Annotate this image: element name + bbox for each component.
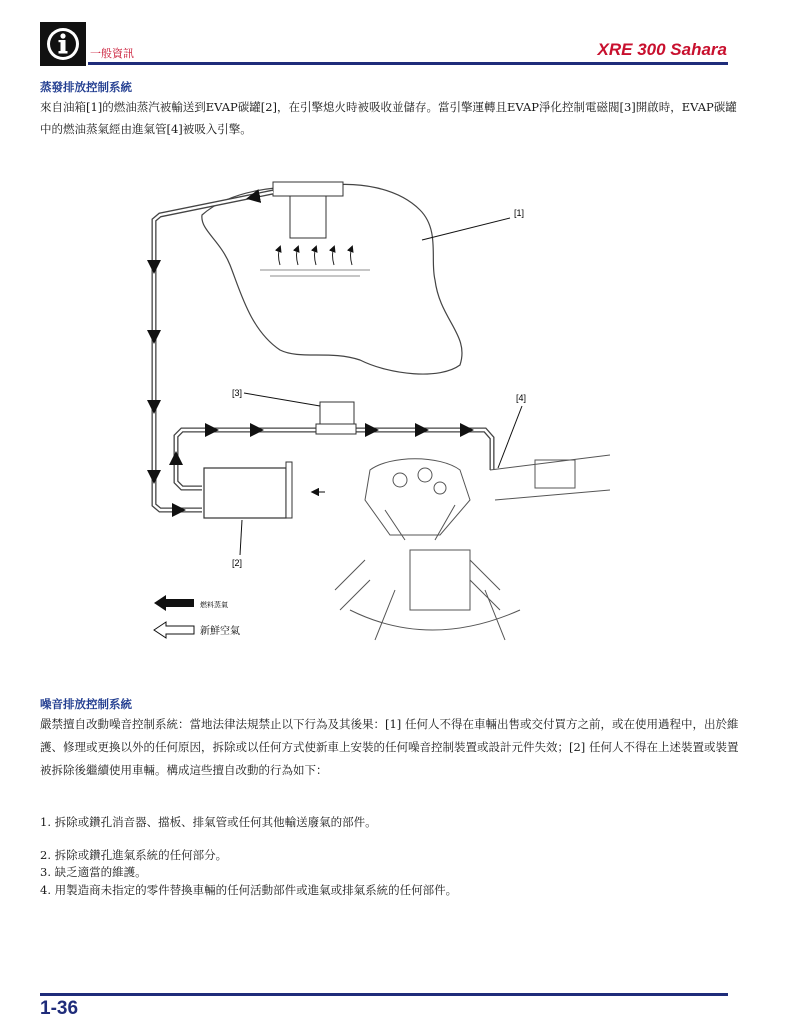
list-item: 2. 拆除或鑽孔進氣系統的任何部分。 xyxy=(40,848,228,862)
svg-text:[1]: [1] xyxy=(514,208,525,218)
svg-text:[3]: [3] xyxy=(232,388,243,398)
evap-system-diagram xyxy=(140,170,610,664)
svg-text:[4]: [4] xyxy=(516,393,527,403)
evap-canister-drawing xyxy=(204,462,325,518)
info-icon xyxy=(40,22,86,66)
callout-1 xyxy=(422,208,524,240)
model-title: XRE 300 Sahara xyxy=(597,40,727,59)
fuel-tank-drawing xyxy=(202,182,462,374)
svg-text:[2]: [2] xyxy=(232,558,243,568)
section-label: 一般資訊 xyxy=(90,47,134,60)
legend-fresh-air xyxy=(154,622,240,638)
evap-paragraph: 來自油箱[1]的燃油蒸汽被輸送到EVAP碳罐[2]，在引擎熄火時被吸收並儲存。當引擎運轉且EVAP淨化控制電磁閥[3]開啟時，EVAP碳罐中的燃油蒸氣經由進氣管[4]被吸入引擎。 xyxy=(40,100,737,136)
callout-2 xyxy=(232,520,242,568)
header-rule xyxy=(88,62,728,65)
list-item: 3. 缺乏適當的維護。 xyxy=(40,865,147,879)
footer-rule xyxy=(40,993,728,996)
svg-text:燃料蒸氣: 燃料蒸氣 xyxy=(200,601,228,609)
svg-text:新鮮空氣: 新鮮空氣 xyxy=(200,626,240,637)
list-item: 4. 用製造商未指定的零件替換車輛的任何活動部件或進氣或排氣系統的任何部件。 xyxy=(40,883,458,897)
engine-drawing xyxy=(335,455,610,640)
callout-3 xyxy=(232,388,320,406)
noise-paragraph: 嚴禁擅自改動噪音控制系統：當地法律法規禁止以下行為及其後果：[1] 任何人不得在車輛出售或交付買方之前，或在使用過程中，出於維護、修理或更換以外的任何原因，拆除或以任何方式使新車上安裝的任何噪音控制裝置或設計元件失效；[2] 任何人不得在上述裝置或裝置被拆除後繼續使用車輛。構成這些擅自改動的行為如下： xyxy=(40,717,739,777)
page-number: 1-36 xyxy=(40,998,79,1019)
callout-4 xyxy=(498,393,526,468)
list-item: 1. 拆除或鑽孔消音器、擋板、排氣管或任何其他輸送廢氣的部件。 xyxy=(40,815,377,829)
evap-heading: 蒸發排放控制系統 xyxy=(40,80,132,94)
noise-heading: 噪音排放控制系統 xyxy=(40,697,132,711)
purge-solenoid-drawing xyxy=(316,402,356,434)
legend-fuel-vapor xyxy=(154,595,228,611)
